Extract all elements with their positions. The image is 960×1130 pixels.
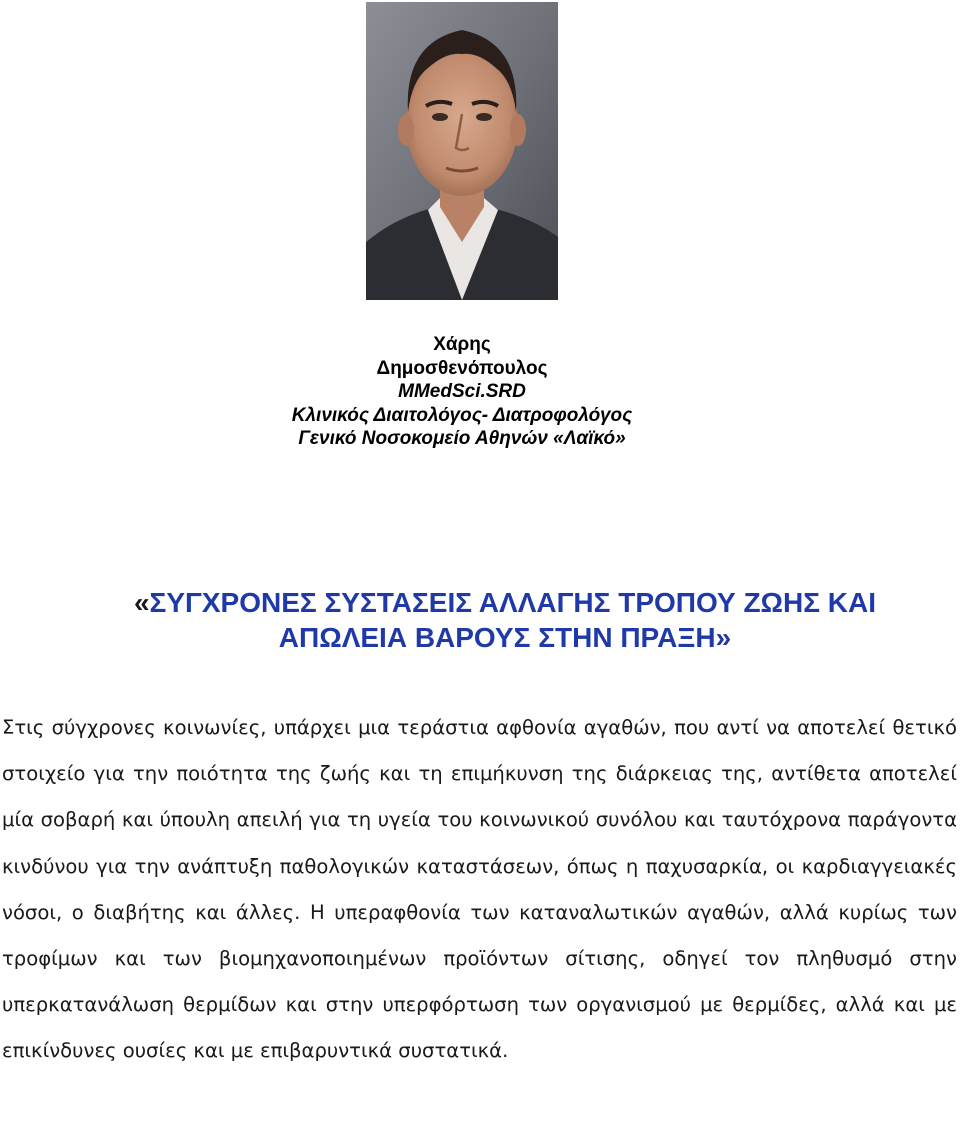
author-photo xyxy=(366,2,558,300)
author-role: Κλινικός Διαιτολόγος- Διατροφολόγος xyxy=(291,404,633,426)
title-close-quote: » xyxy=(715,622,732,653)
author-degree: MMedSci.SRD xyxy=(398,381,526,402)
author-last-name: Δημοσθενόπουλος xyxy=(376,357,548,379)
author-first-name: Χάρης xyxy=(433,334,491,355)
title-text: ΣΥΓΧΡΟΝΕΣ ΣΥΣΤΑΣΕΙΣ ΑΛΛΑΓΗΣ ΤΡΟΠΟΥ ΖΩΗΣ ΚΑΙ ΑΠΩΛΕΙΑ ΒΑΡΟΥΣ ΣΤΗΝ ΠΡΑΞΗ xyxy=(149,587,877,653)
author-block xyxy=(0,333,924,451)
title-open-quote: « xyxy=(133,587,150,618)
article-paragraph: Στις σύγχρονες κοινωνίες, υπάρχει μια τεράστια αφθονία αγαθών, που αντί να αποτελεί θετικό στοιχείο για την ποιότητα της ζωής και τη επιμήκυνση της διάρκειας της, αντίθετα αποτελεί μία σοβαρή και ύπουλη απειλή για τη υγεία του κοινωνικού συνόλου και ταυτόχρονα παράγοντα κινδύνου για την ανάπτυξη παθολογικών καταστάσεων, όπως η παχυσαρκία, οι καρδιαγγειακές νόσοι, ο διαβήτης και άλλες. Η υπεραφθονία των καταναλωτικών αγαθών, αλλά κυρίως των τροφίμων και των βιομηχανοποιημένων προϊόντων σίτισης, οδηγεί τον πληθυσμό στην υπερκατανάλωση θερμίδων και στην υπερφόρτωση των οργανισμού με θερμίδες, αλλά και με επικίνδυνες ουσίες και με επιβαρυντικά συστατικά. xyxy=(2,716,957,1063)
author-affiliation: Γενικό Νοσοκομείο Αθηνών «Λαϊκό» xyxy=(298,428,626,449)
article-title xyxy=(70,585,940,655)
